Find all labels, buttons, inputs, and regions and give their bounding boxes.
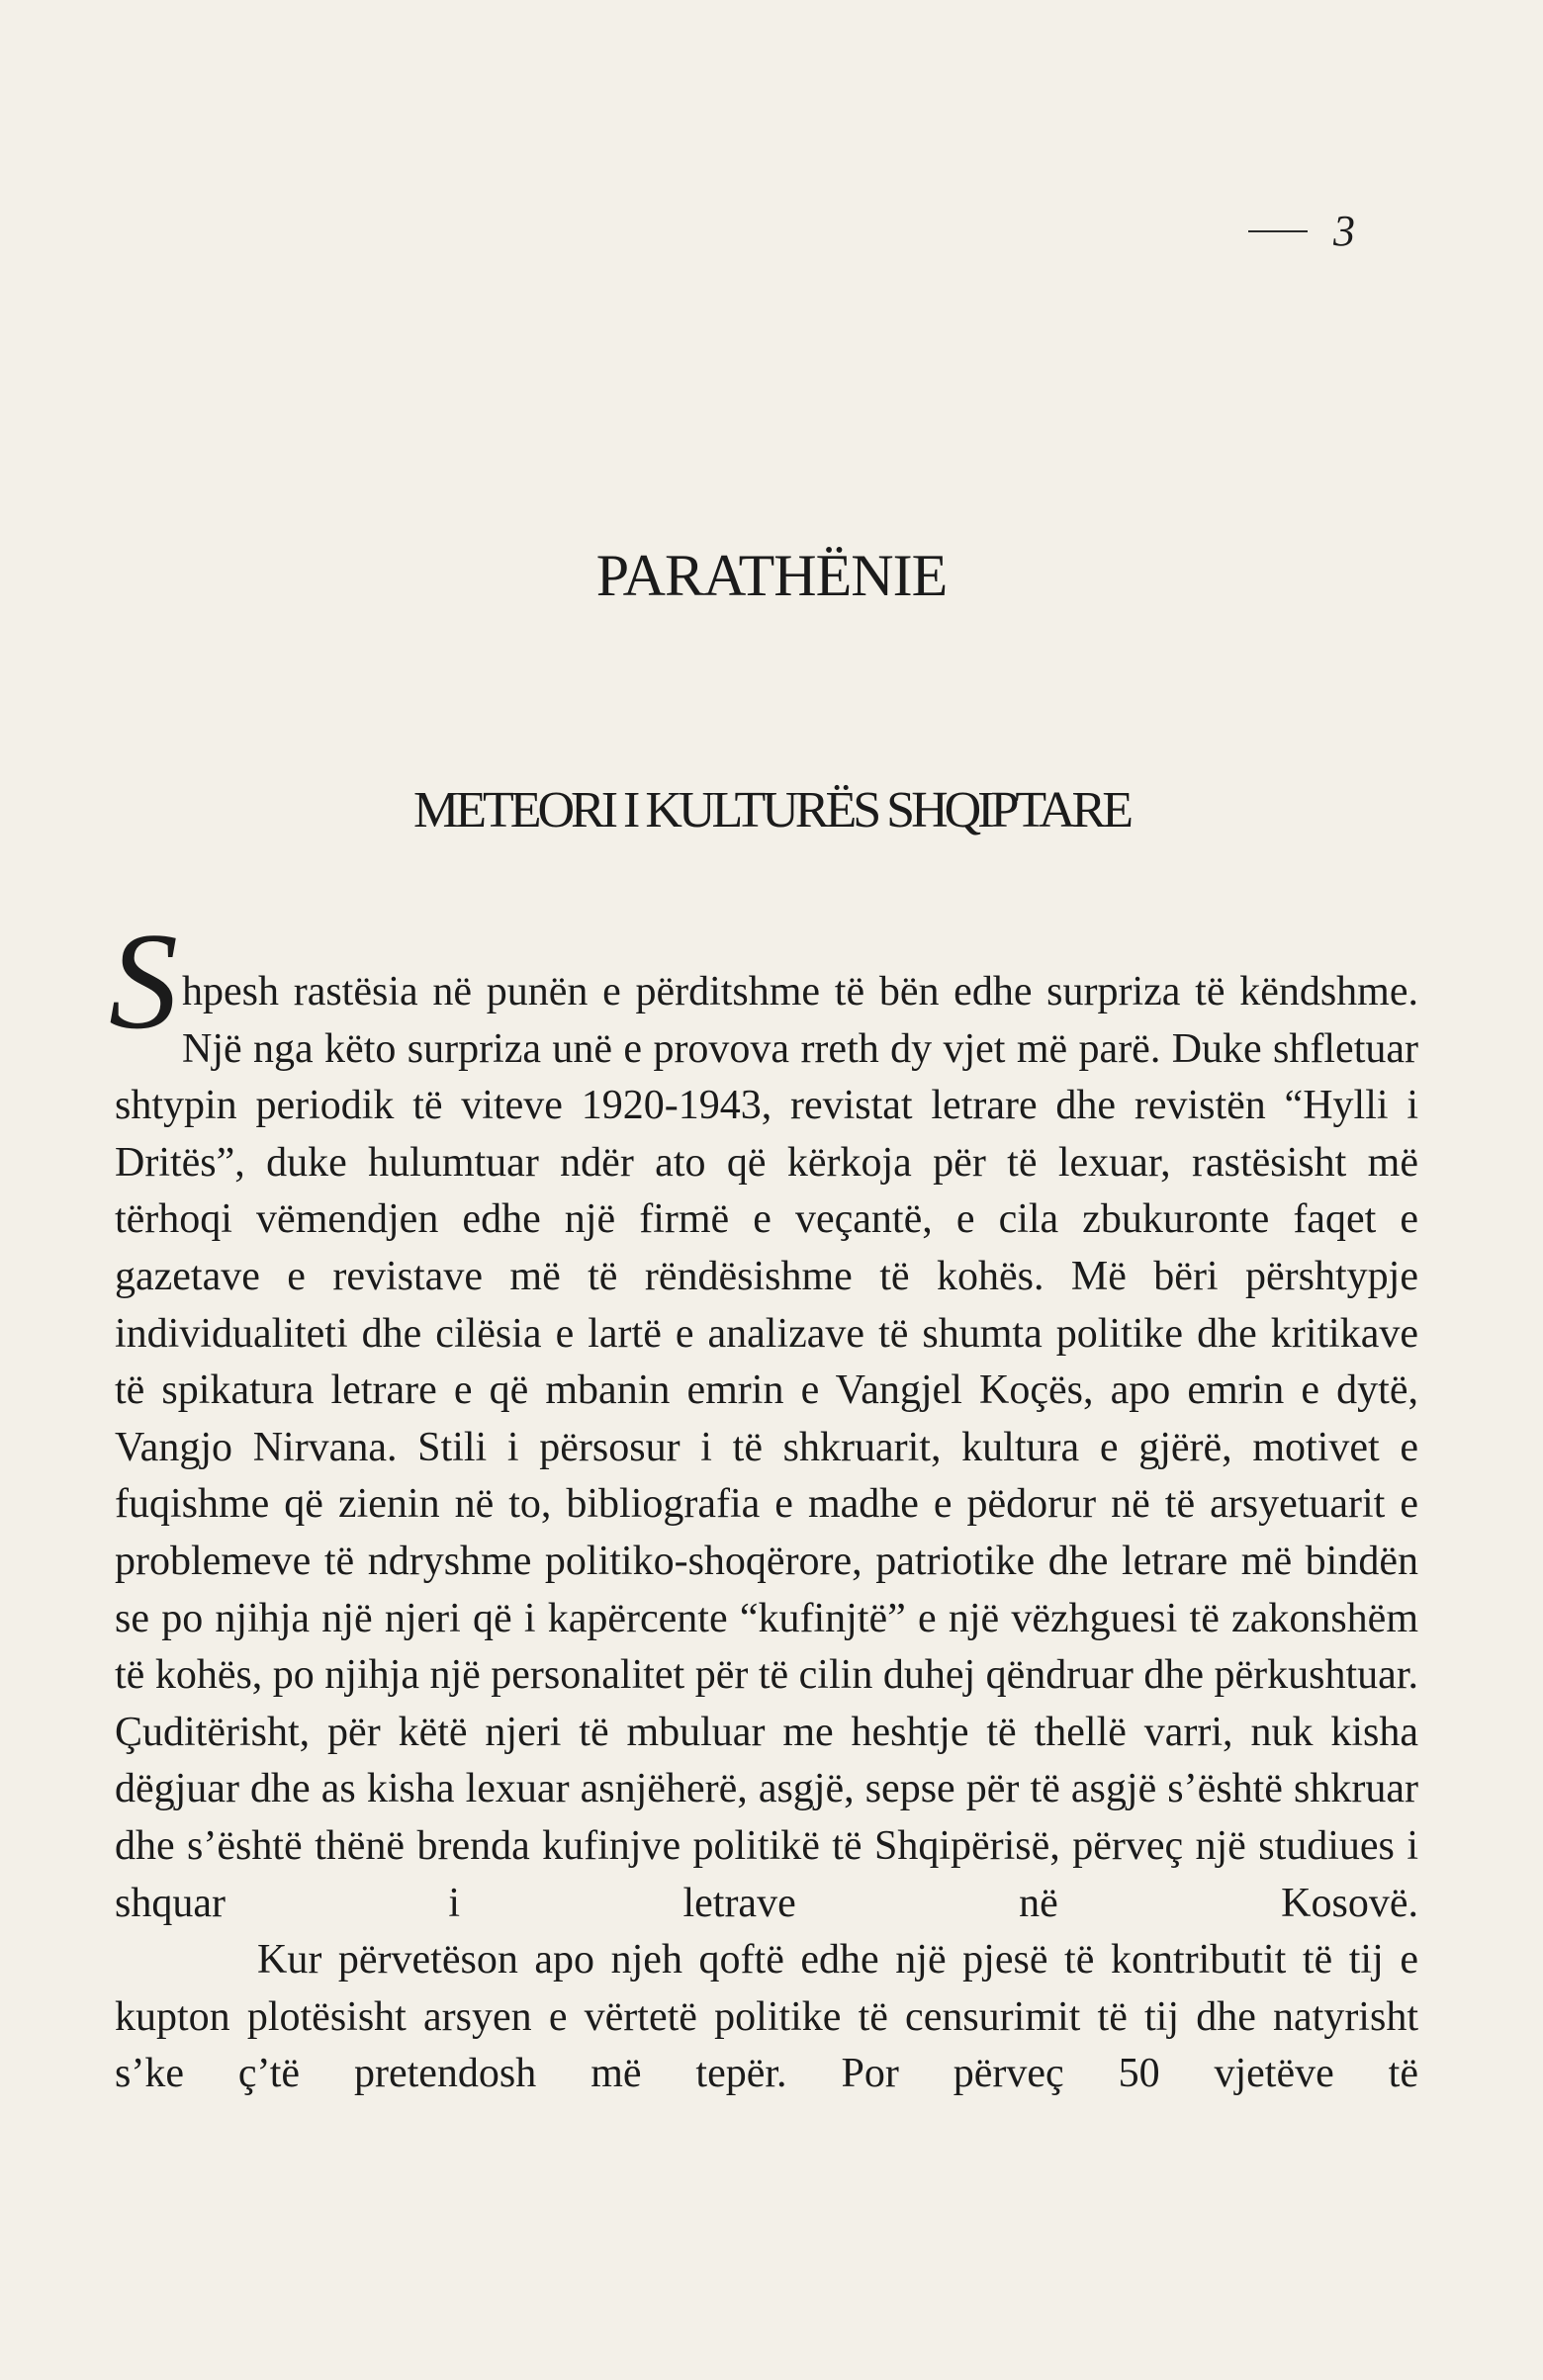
page-number-dash	[1248, 230, 1308, 232]
page-number	[1248, 206, 1355, 256]
chapter-title: PARATHËNIE	[595, 543, 948, 608]
paragraph-1-text: hpesh rastësia në punën e përditshme të bën edhe surpriza të këndshme. Një nga këto surpriza unë e provova rreth dy vjet më parë. Duke shfletuar shtypin periodik të viteve 1920-1943, revistat letrare dhe revistën “Hylli i Dritës”, duke hulumtuar ndër ato që kërkoja për të lexuar, rastësisht më tërhoqi vëmendjen edhe një firmë e veçantë, e cila zbukuronte faqet e gazetave e revistave më të rëndësishme të kohës. Më bëri përshtypje individualiteti dhe cilësia e lartë e analizave të shumta politike dhe kritikave të spikatura letrare e që mbanin emrin e Vangjel Koçës, apo emrin e dytë, Vangjo Nirvana. Stili i përsosur i të shkruarit, kultura e gjërë, motivet e fuqishme që zienin në to, bibliografia e madhe e pëdorur në të arsyetuarit e problemeve të ndryshme politiko-shoqërore, patriotike dhe letrare më bindën se po njihja një njeri që i kapërcente “kufinjtë” e një vëzhguesi të zakonshëm të kohës, po njihja një personalitet për të cilin duhej qëndruar dhe përkushtuar. Çuditërisht, për këtë njeri të mbuluar me heshtje të thellë varri, nuk kisha dëgjuar dhe as kisha lexuar asnjëherë, asgjë, sepse për të asgjë s’është shkruar dhe s’është thënë brenda kufinjve politikë të Shqipërisë, përveç një studiues i shquar i letrave në Kosovë.	[115, 969, 1418, 1926]
paragraph-2	[115, 1932, 1418, 2103]
paragraph-1	[109, 905, 1418, 1932]
drop-cap: S	[109, 905, 178, 1058]
paragraph-2-text: Kur përvetëson apo njeh qoftë edhe një pjesë të kontributit të tij e kupton plotësisht arsyen e vërtetë politike të censurimit të tij dhe natyrisht s’ke ç’të pretendosh më tepër. Por përveç 50 vjetëve të	[115, 1937, 1418, 2097]
page-number-value: 3	[1333, 207, 1355, 255]
body-text	[109, 905, 1418, 2103]
chapter-subtitle: METEORI I KULTURËS SHQIPTARE	[412, 782, 1131, 838]
